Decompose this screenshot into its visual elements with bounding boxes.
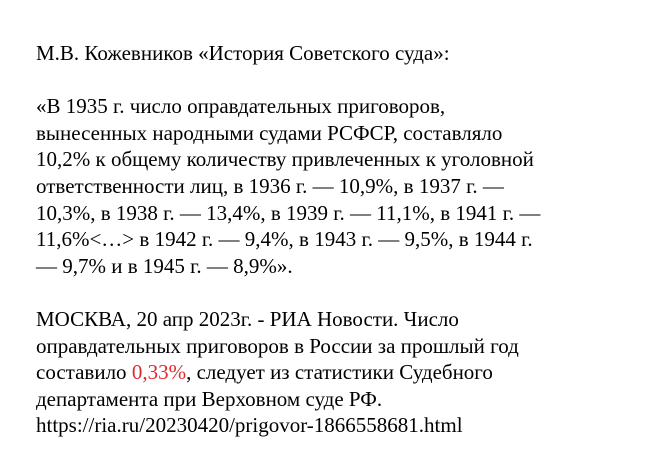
news-line xyxy=(36,359,636,386)
quote-line: 11,6%<…> в 1942 г. — 9,4%, в 1943 г. — 9,5%, в 1944 г. xyxy=(36,227,533,252)
news-text: составило xyxy=(36,360,132,385)
quote-line: вынесенных народными судами РСФСР, составляло xyxy=(36,120,503,145)
acquittal-rate-highlight: 0,33% xyxy=(131,360,187,385)
source-url: https://ria.ru/20230420/prigovor-1866558681.html xyxy=(36,413,463,438)
quote-line: «В 1935 г. число оправдательных приговоров, xyxy=(36,94,446,119)
news-paragraph xyxy=(36,306,636,439)
quote-line: — 9,7% и в 1945 г. — 8,9%». xyxy=(36,253,293,278)
quote-line: ответственности лиц, в 1936 г. — 10,9%, в 1937 г. — xyxy=(36,173,504,198)
quote-line: 10,2% к общему количеству привлеченных к уголовной xyxy=(36,147,534,172)
news-line: департамента при Верховном суде РФ. xyxy=(36,386,383,411)
document-body xyxy=(36,40,636,439)
quote-line: 10,3%, в 1938 г. — 13,4%, в 1939 г. — 11,1%, в 1941 г. — xyxy=(36,200,541,225)
news-line: МОСКВА, 20 апр 2023г. - РИА Новости. Число xyxy=(36,306,459,331)
quote-paragraph xyxy=(36,93,636,279)
news-line: оправдательных приговоров в России за прошлый год xyxy=(36,333,519,358)
news-text: , следует из статистики Судебного xyxy=(186,360,493,385)
source-heading: М.В. Кожевников «История Советского суда»: xyxy=(36,41,450,65)
